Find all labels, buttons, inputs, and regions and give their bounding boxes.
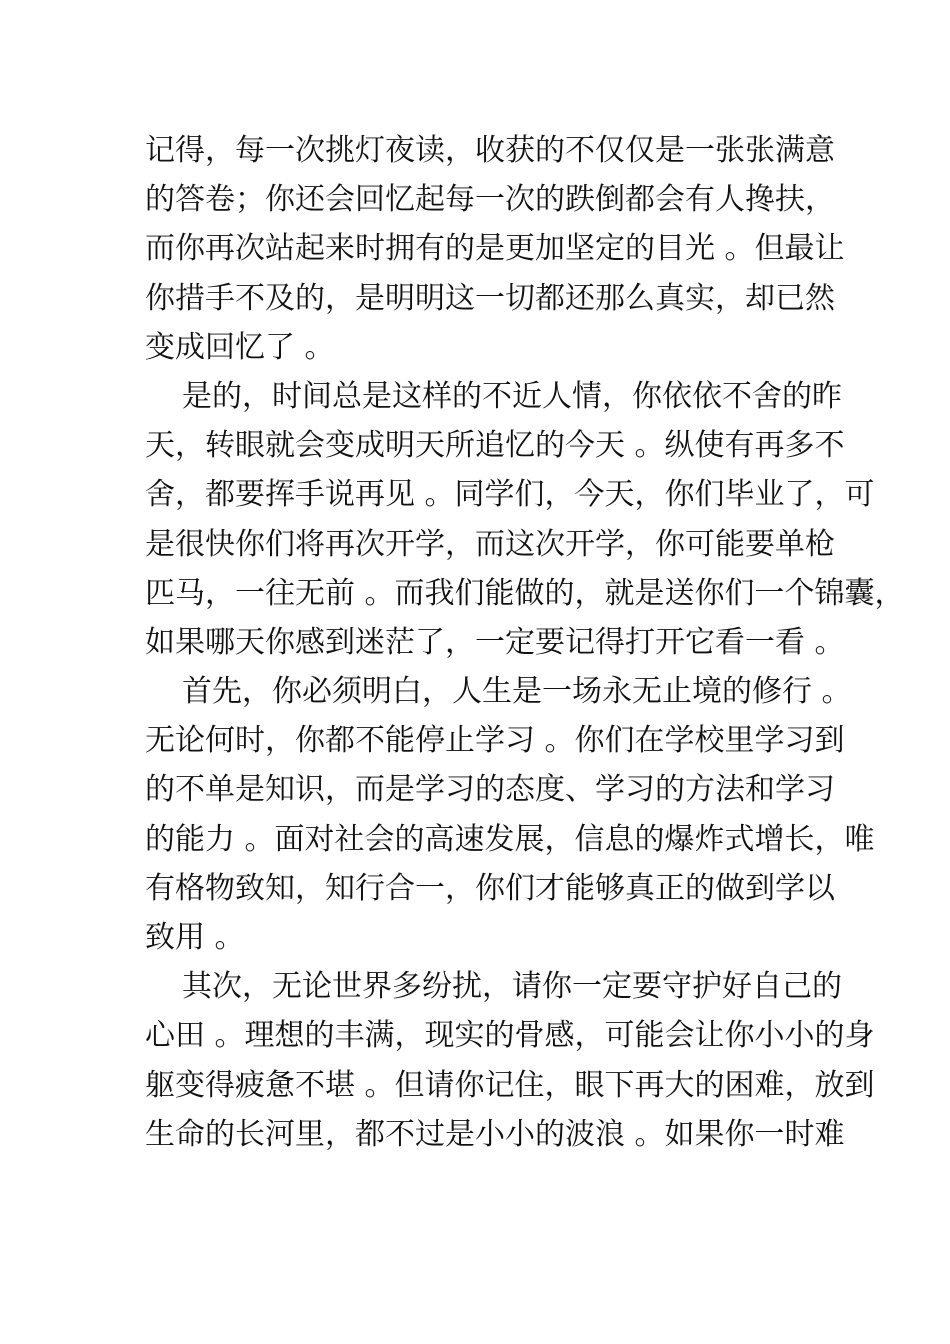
text-line: 致用 。 [145, 920, 245, 955]
text-line: 你措手不及的，是明明这一切都还那么真实，却已然 [145, 280, 835, 316]
text-line: 是很快你们将再次开学，而这次开学，你可能要单枪 [145, 526, 835, 562]
text-line: 无论何时，你都不能停止学习 。你们在学校里学习到 [145, 723, 845, 759]
text-line: 是的，时间总是这样的不近人情，你依依不舍的昨 [182, 378, 842, 414]
text-line: 其次，无论世界多纷扰，请你一定要守护好自己的 [182, 969, 842, 1005]
text-line: 而你再次站起来时拥有的是更加坚定的目光 。但最让 [145, 231, 845, 267]
text-line: 的能力 。面对社会的高速发展，信息的爆炸式增长，唯 [145, 821, 875, 857]
text-line: 如果哪天你感到迷茫了，一定要记得打开它看一看 。 [145, 624, 845, 660]
body-text [145, 126, 905, 1159]
text-line: 记得，每一次挑灯夜读，收获的不仅仅是一张张满意 [145, 133, 835, 168]
text-line: 天，转眼就会变成明天所追忆的今天 。纵使有再多不 [145, 428, 845, 464]
text-line: 舍，都要挥手说再见 。同学们，今天，你们毕业了，可 [145, 477, 875, 513]
text-line: 心田 。理想的丰满，现实的骨感，可能会让你小小的身 [145, 1018, 875, 1054]
text-line: 躯变得疲惫不堪 。但请你记住，眼下再大的困难，放到 [145, 1067, 875, 1103]
text-line: 生命的长河里，都不过是小小的波浪 。如果你一时难 [145, 1116, 845, 1152]
text-line: 的答卷；你还会回忆起每一次的跌倒都会有人搀扶， [145, 182, 835, 218]
text-line: 匹马，一往无前 。而我们能做的，就是送你们一个锦囊， [145, 575, 905, 611]
text-line: 首先，你必须明白，人生是一场永无止境的修行 。 [182, 674, 852, 710]
text-line: 有格物致知，知行合一，你们才能够真正的做到学以 [145, 870, 835, 906]
text-line: 的不单是知识，而是学习的态度、学习的方法和学习 [145, 772, 835, 808]
text-line: 变成回忆了 。 [145, 329, 335, 365]
